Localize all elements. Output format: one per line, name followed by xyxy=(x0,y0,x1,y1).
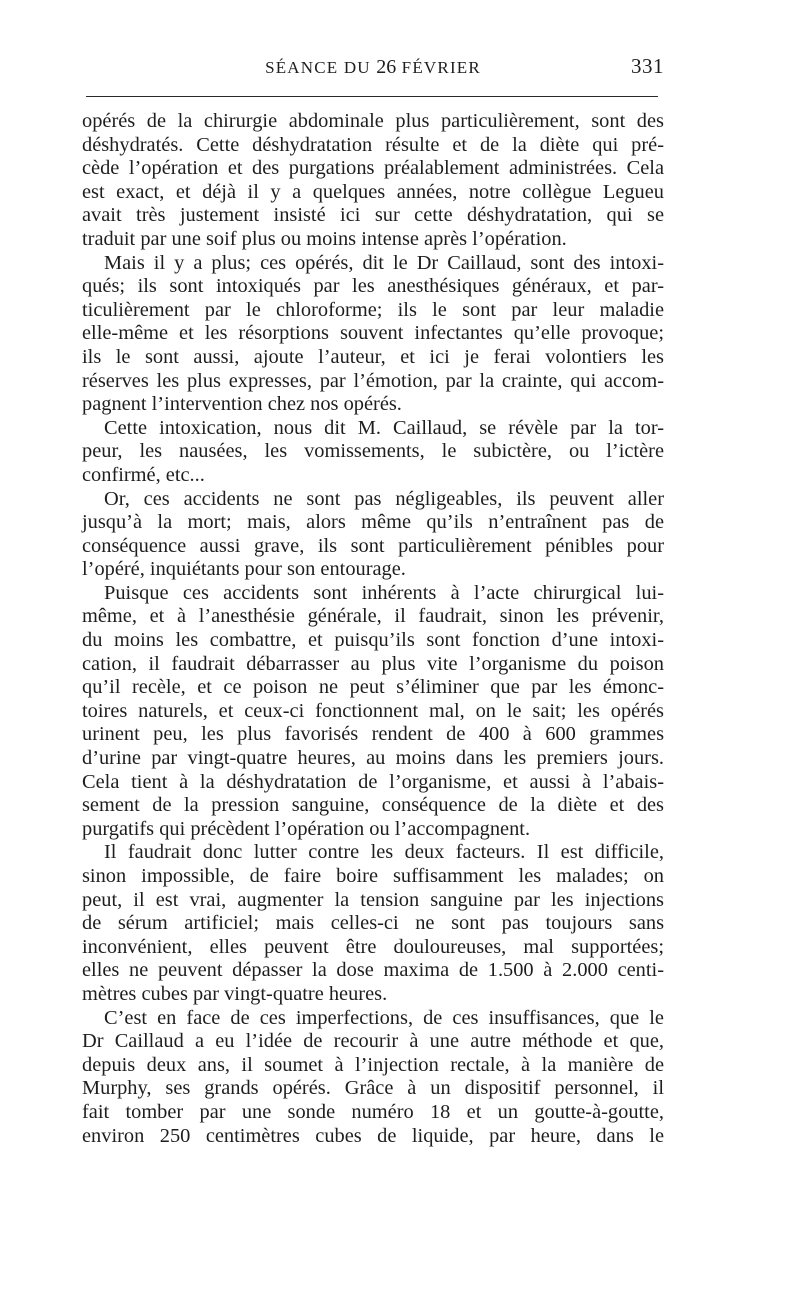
paragraph xyxy=(82,841,664,1006)
page-number: 331 xyxy=(631,54,664,78)
text-line: jusqu’à la mort; mais, alors même qu’ils n’entraînent pas de xyxy=(82,511,664,534)
paragraph xyxy=(82,488,664,582)
running-title xyxy=(82,56,664,79)
text-line: elles ne peuvent dépasser la dose maxima de 1.500 à 2.000 centi- xyxy=(82,959,664,982)
text-line: l’opéré, inquiétants pour son entourage. xyxy=(82,558,406,581)
text-line: de sérum artificiel; mais celles-ci ne sont pas toujours sans xyxy=(82,912,664,935)
text-line: Cette intoxication, nous dit M. Caillaud, se révèle par la tor- xyxy=(104,416,664,439)
text-line: du moins les combattre, et puisqu’ils sont fonction d’une intoxi- xyxy=(82,629,664,652)
paragraph xyxy=(82,110,664,252)
paragraph xyxy=(82,252,664,417)
text-line: réserves les plus expresses, par l’émotion, par la crainte, qui accom- xyxy=(82,369,664,392)
text-line: toires naturels, et ceux-ci fonctionnent mal, on le sait; les opérés xyxy=(82,699,664,722)
text-line: Cela tient à la déshydratation de l’organisme, et aussi à l’abais- xyxy=(82,770,664,793)
text-line: inconvénient, elles peuvent être douloureuses, mal supportées; xyxy=(82,935,664,958)
text-line: mètres cubes par vingt-quatre heures. xyxy=(82,982,388,1005)
text-line: sement de la pression sanguine, conséquence de la diète et des xyxy=(82,794,664,817)
text-line: environ 250 centimètres cubes de liquide, par heure, dans le xyxy=(82,1124,664,1147)
text-line: est exact, et déjà il y a quelques années, notre collègue Legueu xyxy=(82,180,664,203)
text-line: fait tomber par une sonde numéro 18 et un goutte-à-goutte, xyxy=(82,1100,664,1123)
text-line: sinon impossible, de faire boire suffisamment les malades; on xyxy=(82,865,664,887)
text-line: cation, il faudrait débarrasser au plus vite l’organisme du poison xyxy=(82,652,664,675)
text-line: cède l’opération et des purgations préalablement administrées. Cela xyxy=(82,157,664,180)
paragraph xyxy=(82,417,664,488)
text-line: avait très justement insisté ici sur cette déshydratation, qui se xyxy=(82,204,664,227)
text-line: conséquence aussi grave, ils sont particulièrement pénibles pour xyxy=(82,534,664,557)
paragraph xyxy=(82,1007,664,1149)
text-line: ticulièrement par le chloroforme; ils le sont par leur maladie xyxy=(82,298,664,321)
text-line: purgatifs qui précèdent l’opération ou l’accompagnent. xyxy=(82,817,531,840)
text-line: Dr Caillaud a eu l’idée de recourir à une autre méthode et que, xyxy=(82,1030,664,1053)
text-line: C’est en face de ces imperfections, de ces insuffisances, que le xyxy=(104,1006,664,1029)
text-line: Mais il y a plus; ces opérés, dit le Dr Caillaud, sont des intoxi- xyxy=(104,251,664,274)
text-line: déshydratés. Cette déshydratation résulte et de la diète qui pré- xyxy=(82,133,664,156)
text-line: Or, ces accidents ne sont pas négligeables, ils peuvent aller xyxy=(104,487,664,510)
text-line: depuis deux ans, il soumet à l’injection rectale, à la manière de xyxy=(82,1053,664,1076)
running-title-prefix: SÉANCE DU xyxy=(265,58,377,77)
text-line: peut, il est vrai, augmenter la tension sanguine par les injections xyxy=(82,888,664,911)
text-line: qu’il recèle, et ce poison ne peut s’éliminer que par les émonc- xyxy=(82,676,664,699)
text-line: même, et à l’anesthésie générale, il faudrait, sinon les prévenir, xyxy=(82,605,664,628)
text-line: qués; ils sont intoxiqués par les anesthésiques généraux, et par- xyxy=(82,275,664,298)
text-line: elle-même et les résorptions souvent infectantes qu’elle provoque; xyxy=(82,322,664,345)
body-text xyxy=(82,110,664,1148)
running-title-day: 26 xyxy=(376,56,397,78)
paragraph xyxy=(82,582,664,842)
text-line: d’urine par vingt-quatre heures, au moins dans les premiers jours. xyxy=(82,747,664,770)
header-rule xyxy=(86,96,658,97)
running-title-suffix: FÉVRIER xyxy=(396,58,481,77)
text-line: confirmé, etc... xyxy=(82,463,205,486)
text-line: ils le sont aussi, ajoute l’auteur, et ici je ferai volontiers les xyxy=(82,345,664,368)
text-line: pagnent l’intervention chez nos opérés. xyxy=(82,393,402,416)
text-line: traduit par une soif plus ou moins intense après l’opération. xyxy=(82,227,567,250)
text-line: peur, les nausées, les vomissements, le subictère, ou l’ictère xyxy=(82,440,664,463)
text-line: Murphy, ses grands opérés. Grâce à un dispositif personnel, il xyxy=(82,1077,664,1100)
text-line: urinent peu, les plus favorisés rendent de 400 à 600 grammes xyxy=(82,723,664,746)
running-header xyxy=(82,56,664,82)
text-line: Puisque ces accidents sont inhérents à l’acte chirurgical lui- xyxy=(104,581,664,604)
text-line: Il faudrait donc lutter contre les deux facteurs. Il est difficile, xyxy=(104,841,664,864)
text-line: opérés de la chirurgie abdominale plus particulièrement, sont des xyxy=(82,110,664,132)
